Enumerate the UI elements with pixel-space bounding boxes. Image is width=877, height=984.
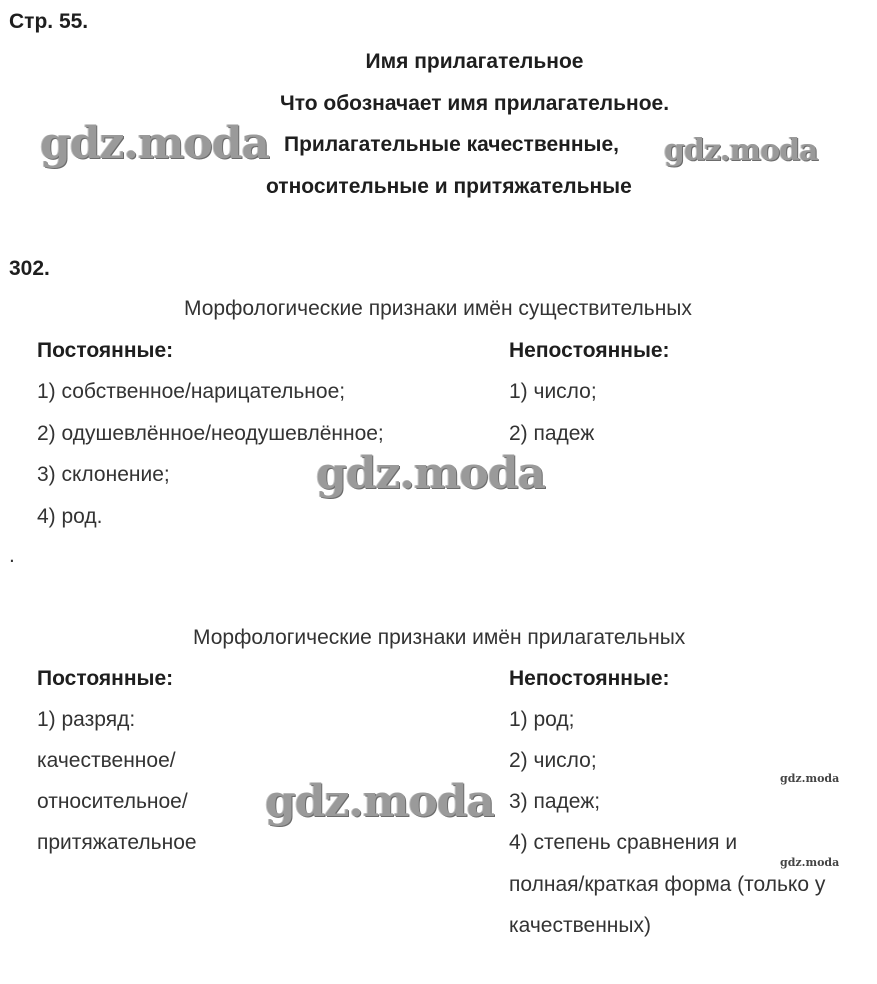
nouns-constant-header: Постоянные: (37, 339, 174, 362)
watermark: gdz.moda (316, 448, 546, 499)
adjectives-constant-header: Постоянные: (37, 667, 174, 690)
watermark: gdz.moda (664, 133, 818, 168)
nouns-variable-item: 1) число; (509, 380, 597, 403)
adjectives-variable-item: 1) род; (509, 708, 575, 731)
adjectives-variable-item: 2) число; (509, 749, 597, 772)
watermark-small: gdz.moda (780, 856, 840, 869)
adjectives-constant-item: относительное/ (37, 790, 188, 813)
nouns-constant-item: 3) склонение; (37, 463, 170, 486)
adjectives-caption: Морфологические признаки имён прилагательных (193, 626, 686, 649)
subtopic-title-line1: Прилагательные качественные, (284, 133, 619, 156)
page-label: Стр. 55. (9, 10, 89, 33)
watermark: gdz.moda (265, 776, 495, 827)
exercise-number: 302. (9, 257, 50, 280)
adjectives-variable-item: полная/краткая форма (только у (509, 873, 826, 896)
nouns-caption: Морфологические признаки имён существительных (184, 297, 692, 320)
topic-title: Что обозначает имя прилагательное. (279, 92, 670, 115)
adjectives-constant-item: притяжательное (37, 831, 197, 854)
watermark: gdz.moda (40, 118, 270, 169)
nouns-constant-item: 1) собственное/нарицательное; (37, 380, 346, 403)
section-title: Имя прилагательное (365, 50, 584, 73)
adjectives-constant-item: качественное/ (37, 749, 176, 772)
subtopic-title-line2: относительные и притяжательные (266, 175, 632, 198)
watermark-small: gdz.moda (780, 772, 840, 785)
adjectives-constant-item: 1) разряд: (37, 708, 136, 731)
nouns-variable-header: Непостоянные: (509, 339, 670, 362)
nouns-variable-item: 2) падеж (509, 422, 595, 445)
adjectives-variable-header: Непостоянные: (509, 667, 670, 690)
adjectives-variable-item: 4) степень сравнения и (509, 831, 738, 854)
adjectives-variable-item: 3) падеж; (509, 790, 601, 813)
stray-dot: . (9, 544, 15, 567)
adjectives-variable-item: качественных) (509, 914, 651, 937)
nouns-constant-item: 4) род. (37, 505, 103, 528)
nouns-constant-item: 2) одушевлённое/неодушевлённое; (37, 422, 384, 445)
